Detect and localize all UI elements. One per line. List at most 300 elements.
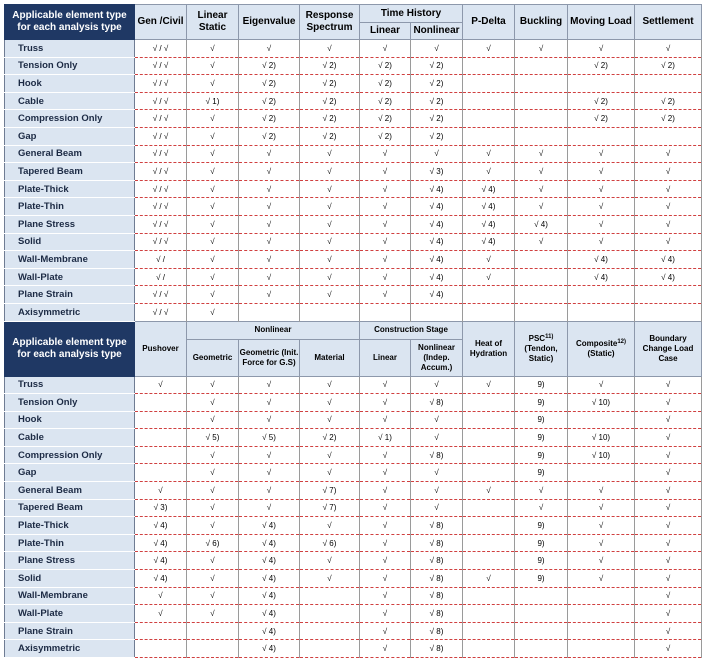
table-cell: √ 8): [411, 394, 463, 412]
header-settlement: Settlement: [635, 5, 702, 40]
table-cell: √: [187, 303, 239, 321]
bottom-row-gap: [5, 464, 702, 482]
table-cell: √: [360, 464, 411, 482]
table-cell: √: [239, 376, 300, 394]
table-cell: √: [239, 446, 300, 464]
bottom-row-plate-thin: [5, 534, 702, 552]
table-cell: √ 2): [360, 127, 411, 145]
table-cell: √: [300, 552, 360, 570]
table-cell: √ 2): [411, 57, 463, 75]
table-cell: [515, 110, 568, 128]
table-cell: √ 4): [515, 215, 568, 233]
table-cell: [135, 411, 187, 429]
table-cell: √: [515, 163, 568, 181]
table-cell: √ 4): [411, 198, 463, 216]
top-row-general-beam: [5, 145, 702, 163]
table-cell: √ 2): [411, 110, 463, 128]
table-cell: 9): [515, 429, 568, 447]
element-type-label: Plane Strain: [5, 622, 135, 640]
bottom-row-general-beam: [5, 482, 702, 500]
bottom-table-body: [5, 376, 702, 658]
top-corner-header: Applicable element type for each analysis type: [5, 5, 135, 40]
table-cell: √: [239, 40, 300, 58]
element-type-label: Compression Only: [5, 446, 135, 464]
table-cell: √ /: [135, 251, 187, 269]
table-cell: √: [360, 411, 411, 429]
header-eigenvalue: Eigenvalue: [239, 5, 300, 40]
table-cell: √: [411, 411, 463, 429]
element-type-label: Plate-Thick: [5, 180, 135, 198]
table-cell: √ 4): [239, 587, 300, 605]
bottom-row-solid: [5, 570, 702, 588]
table-cell: √: [300, 376, 360, 394]
table-cell: √: [568, 376, 635, 394]
table-cell: √ 8): [411, 517, 463, 535]
table-cell: [463, 303, 515, 321]
table-cell: √ 2): [411, 127, 463, 145]
table-cell: √ / √: [135, 127, 187, 145]
table-cell: √: [635, 394, 702, 412]
table-cell: √: [239, 482, 300, 500]
table-cell: [515, 127, 568, 145]
element-type-label: Wall-Plate: [5, 605, 135, 623]
table-cell: [300, 605, 360, 623]
header-gen-civil: Gen /Civil: [135, 5, 187, 40]
table-cell: √: [360, 534, 411, 552]
element-type-label: Hook: [5, 411, 135, 429]
table-cell: [568, 587, 635, 605]
element-type-label: Plate-Thick: [5, 517, 135, 535]
table-cell: √: [635, 534, 702, 552]
table-cell: √: [635, 376, 702, 394]
table-cell: [463, 552, 515, 570]
table-cell: [568, 640, 635, 658]
table-cell: √: [411, 376, 463, 394]
table-cell: √: [187, 110, 239, 128]
table-cell: [463, 640, 515, 658]
table-cell: √: [635, 464, 702, 482]
top-row-plane-strain: [5, 286, 702, 304]
composite-sublabel: (Static): [587, 348, 615, 358]
table-cell: [463, 286, 515, 304]
table-cell: √: [360, 40, 411, 58]
header-time-history: Time History: [360, 5, 463, 23]
table-cell: √: [411, 464, 463, 482]
table-cell: √: [515, 499, 568, 517]
table-cell: √: [300, 180, 360, 198]
table-cell: √: [515, 482, 568, 500]
table-cell: √ 2): [300, 127, 360, 145]
element-type-label: Truss: [5, 376, 135, 394]
table-cell: √: [635, 215, 702, 233]
table-cell: [515, 286, 568, 304]
table-cell: √ / √: [135, 215, 187, 233]
table-cell: [568, 605, 635, 623]
table-cell: √: [463, 570, 515, 588]
table-cell: √: [187, 376, 239, 394]
table-cell: √: [300, 163, 360, 181]
table-cell: √: [239, 268, 300, 286]
table-cell: √: [187, 180, 239, 198]
table-cell: √: [568, 40, 635, 58]
table-cell: √: [568, 180, 635, 198]
table-cell: [463, 464, 515, 482]
table-cell: √: [360, 198, 411, 216]
table-cell: √: [187, 75, 239, 93]
table-cell: [515, 605, 568, 623]
table-cell: 9): [515, 446, 568, 464]
table-cell: √: [360, 499, 411, 517]
table-cell: √ 6): [187, 534, 239, 552]
table-cell: √: [515, 40, 568, 58]
table-cell: √ 2): [635, 57, 702, 75]
table-cell: [300, 622, 360, 640]
table-cell: √ 4): [568, 268, 635, 286]
table-cell: √: [360, 215, 411, 233]
table-cell: √ 4): [239, 640, 300, 658]
table-cell: [463, 534, 515, 552]
header-moving-load: Moving Load: [568, 5, 635, 40]
subheader-nl-geometric-init: Geometric (Init. Force for G.S): [239, 339, 300, 376]
table-cell: √: [300, 268, 360, 286]
table-cell: √: [635, 570, 702, 588]
table-cell: √: [360, 605, 411, 623]
top-row-plane-stress: [5, 215, 702, 233]
table-cell: √ 10): [568, 446, 635, 464]
subheader-nl-material: Material: [300, 339, 360, 376]
table-cell: √: [187, 446, 239, 464]
table-cell: √ / √: [135, 163, 187, 181]
table-cell: [463, 411, 515, 429]
table-cell: [568, 286, 635, 304]
table-cell: √: [135, 605, 187, 623]
table-cell: √ 4): [135, 517, 187, 535]
element-type-label: Tapered Beam: [5, 499, 135, 517]
table-cell: √: [411, 429, 463, 447]
table-cell: [515, 92, 568, 110]
subheader-cs-linear: Linear: [360, 339, 411, 376]
table-cell: √: [300, 145, 360, 163]
table-cell: √: [411, 499, 463, 517]
bottom-row-plate-thick: [5, 517, 702, 535]
table-cell: [135, 446, 187, 464]
subheader-cs-nonlinear: Nonlinear (Indep. Accum.): [411, 339, 463, 376]
element-type-label: Truss: [5, 40, 135, 58]
table-cell: [135, 429, 187, 447]
top-row-tapered-beam: [5, 163, 702, 181]
table-cell: √: [300, 215, 360, 233]
element-type-label: Hook: [5, 75, 135, 93]
element-type-label: Solid: [5, 570, 135, 588]
table-cell: √ /: [135, 268, 187, 286]
table-cell: √ 4): [411, 233, 463, 251]
top-row-hook: [5, 75, 702, 93]
top-row-plate-thick: [5, 180, 702, 198]
table-cell: √ 2): [568, 57, 635, 75]
table-cell: [463, 75, 515, 93]
header-response-spectrum: Response Spectrum: [300, 5, 360, 40]
composite-footnote-ref: 12): [617, 338, 627, 345]
table-cell: [239, 303, 300, 321]
table-cell: √: [635, 163, 702, 181]
table-cell: 9): [515, 534, 568, 552]
table-cell: √ 4): [135, 552, 187, 570]
table-cell: √ / √: [135, 110, 187, 128]
table-cell: [300, 587, 360, 605]
bottom-table-header: [5, 321, 702, 376]
table-cell: √: [515, 145, 568, 163]
element-type-label: Axisymmetric: [5, 640, 135, 658]
table-cell: √ 5): [187, 429, 239, 447]
table-cell: √ 5): [239, 429, 300, 447]
table-cell: √: [239, 499, 300, 517]
table-cell: [515, 587, 568, 605]
table-cell: √: [515, 233, 568, 251]
table-cell: √: [187, 587, 239, 605]
table-cell: √: [463, 268, 515, 286]
table-cell: √ 2): [360, 75, 411, 93]
top-row-tension-only: [5, 57, 702, 75]
table-cell: √ / √: [135, 303, 187, 321]
table-cell: √: [239, 233, 300, 251]
table-cell: √: [360, 394, 411, 412]
table-cell: [635, 303, 702, 321]
table-cell: √ 4): [239, 622, 300, 640]
table-cell: √ 4): [463, 233, 515, 251]
table-cell: √: [635, 180, 702, 198]
bottom-header-row: [5, 321, 702, 339]
table-cell: √ 4): [635, 268, 702, 286]
element-type-label: Gap: [5, 127, 135, 145]
table-cell: √: [187, 268, 239, 286]
table-cell: 9): [515, 517, 568, 535]
table-cell: √: [300, 464, 360, 482]
table-cell: √: [515, 180, 568, 198]
table-cell: √ 4): [411, 215, 463, 233]
top-row-cable: [5, 92, 702, 110]
bottom-row-compression-only: [5, 446, 702, 464]
table-cell: √ 3): [411, 163, 463, 181]
element-type-label: Wall-Plate: [5, 268, 135, 286]
table-cell: [515, 57, 568, 75]
top-table-body: [5, 40, 702, 322]
table-cell: √: [463, 145, 515, 163]
table-cell: [515, 640, 568, 658]
table-cell: √: [360, 587, 411, 605]
table-cell: [568, 411, 635, 429]
table-cell: √ 8): [411, 605, 463, 623]
element-type-label: Axisymmetric: [5, 303, 135, 321]
table-cell: √: [239, 251, 300, 269]
table-cell: √ 1): [187, 92, 239, 110]
table-cell: √: [568, 233, 635, 251]
table-cell: √: [360, 482, 411, 500]
table-cell: √ 4): [135, 534, 187, 552]
table-cell: √ 8): [411, 446, 463, 464]
table-cell: √: [239, 163, 300, 181]
table-cell: [635, 286, 702, 304]
table-cell: √ 2): [239, 75, 300, 93]
header-pushover: Pushover: [135, 321, 187, 376]
table-cell: [515, 303, 568, 321]
table-cell: √: [360, 233, 411, 251]
table-cell: √ 8): [411, 534, 463, 552]
table-cell: √ 2): [568, 110, 635, 128]
table-cell: √ 4): [239, 570, 300, 588]
table-cell: √: [360, 145, 411, 163]
table-cell: √ 4): [463, 198, 515, 216]
table-cell: √ 4): [411, 251, 463, 269]
table-cell: 9): [515, 411, 568, 429]
table-cell: √: [411, 40, 463, 58]
table-cell: √ / √: [135, 233, 187, 251]
element-type-label: Gap: [5, 464, 135, 482]
table-cell: √: [463, 482, 515, 500]
table-cell: √: [360, 251, 411, 269]
element-type-label: Plane Stress: [5, 215, 135, 233]
table-cell: √: [360, 180, 411, 198]
table-cell: [635, 75, 702, 93]
table-cell: √: [187, 127, 239, 145]
table-cell: √: [239, 464, 300, 482]
table-cell: √: [635, 446, 702, 464]
table-cell: √: [463, 40, 515, 58]
table-cell: √: [635, 411, 702, 429]
table-cell: √ 4): [239, 517, 300, 535]
table-cell: √: [187, 57, 239, 75]
table-cell: √ 1): [360, 429, 411, 447]
table-cell: √: [187, 251, 239, 269]
top-row-compression-only: [5, 110, 702, 128]
table-cell: √ / √: [135, 286, 187, 304]
table-cell: √ 2): [300, 429, 360, 447]
element-type-label: Solid: [5, 233, 135, 251]
bottom-row-plane-stress: [5, 552, 702, 570]
element-type-label: Compression Only: [5, 110, 135, 128]
table-cell: √ 4): [411, 286, 463, 304]
table-cell: √: [300, 198, 360, 216]
table-cell: √: [360, 640, 411, 658]
top-row-truss: [5, 40, 702, 58]
table-cell: √ 6): [300, 534, 360, 552]
table-cell: √: [568, 517, 635, 535]
table-cell: √: [187, 233, 239, 251]
psc-footnote-ref: 11): [545, 333, 554, 340]
table-cell: √: [635, 499, 702, 517]
table-cell: √ 2): [635, 92, 702, 110]
table-cell: [515, 622, 568, 640]
table-cell: √: [635, 517, 702, 535]
table-cell: √: [568, 570, 635, 588]
table-cell: √: [300, 40, 360, 58]
table-cell: √ 4): [635, 251, 702, 269]
table-cell: [463, 587, 515, 605]
table-cell: √ 2): [300, 110, 360, 128]
top-row-axisymmetric: [5, 303, 702, 321]
element-type-label: Tension Only: [5, 57, 135, 75]
table-cell: √: [360, 446, 411, 464]
table-cell: √: [463, 376, 515, 394]
table-cell: √ / √: [135, 40, 187, 58]
table-cell: √ 2): [300, 75, 360, 93]
table-cell: [463, 110, 515, 128]
table-cell: √ / √: [135, 145, 187, 163]
table-cell: √: [568, 215, 635, 233]
table-cell: √ 10): [568, 429, 635, 447]
element-type-label: Tapered Beam: [5, 163, 135, 181]
table-cell: √: [300, 446, 360, 464]
table-cell: [187, 622, 239, 640]
table-cell: √ / √: [135, 180, 187, 198]
table-cell: 9): [515, 376, 568, 394]
element-type-label: General Beam: [5, 145, 135, 163]
header-linear-static: Linear Static: [187, 5, 239, 40]
table-cell: [568, 622, 635, 640]
table-cell: √ 10): [568, 394, 635, 412]
table-cell: √: [360, 286, 411, 304]
table-cell: √: [239, 286, 300, 304]
table-cell: √ 7): [300, 499, 360, 517]
bottom-row-cable: [5, 429, 702, 447]
bottom-row-wall-membrane: [5, 587, 702, 605]
table-cell: [568, 75, 635, 93]
table-cell: √: [568, 499, 635, 517]
table-cell: √: [187, 215, 239, 233]
element-type-label: Plane Stress: [5, 552, 135, 570]
header-p-delta: P-Delta: [463, 5, 515, 40]
table-cell: [568, 127, 635, 145]
applicability-tables: [4, 4, 701, 658]
bottom-row-hook: [5, 411, 702, 429]
table-cell: √: [239, 411, 300, 429]
element-type-label: Cable: [5, 429, 135, 447]
table-cell: √: [568, 482, 635, 500]
element-type-label: Cable: [5, 92, 135, 110]
table-cell: √: [463, 163, 515, 181]
table-cell: √: [360, 570, 411, 588]
table-cell: √ 2): [239, 92, 300, 110]
subheader-th-linear: Linear: [360, 23, 411, 40]
table-cell: √: [187, 517, 239, 535]
table-cell: [515, 251, 568, 269]
table-cell: [187, 640, 239, 658]
table-cell: √ / √: [135, 92, 187, 110]
top-header-row: [5, 5, 702, 23]
top-row-gap: [5, 127, 702, 145]
table-cell: √: [300, 394, 360, 412]
table-cell: √: [239, 145, 300, 163]
table-cell: 9): [515, 394, 568, 412]
table-cell: √ 2): [239, 127, 300, 145]
table-cell: √ 2): [411, 92, 463, 110]
table-cell: √: [239, 180, 300, 198]
table-cell: √: [463, 251, 515, 269]
table-cell: √: [360, 163, 411, 181]
table-cell: √ 4): [463, 180, 515, 198]
table-cell: √: [187, 394, 239, 412]
table-cell: √: [239, 198, 300, 216]
table-cell: √: [187, 145, 239, 163]
table-cell: √: [187, 482, 239, 500]
table-cell: √: [360, 622, 411, 640]
table-cell: [411, 303, 463, 321]
element-type-label: Plane Strain: [5, 286, 135, 304]
table-cell: √: [300, 411, 360, 429]
table-cell: √: [515, 198, 568, 216]
psc-sublabel: (Tendon, Static): [524, 343, 558, 363]
table-cell: [568, 464, 635, 482]
table-cell: [515, 75, 568, 93]
